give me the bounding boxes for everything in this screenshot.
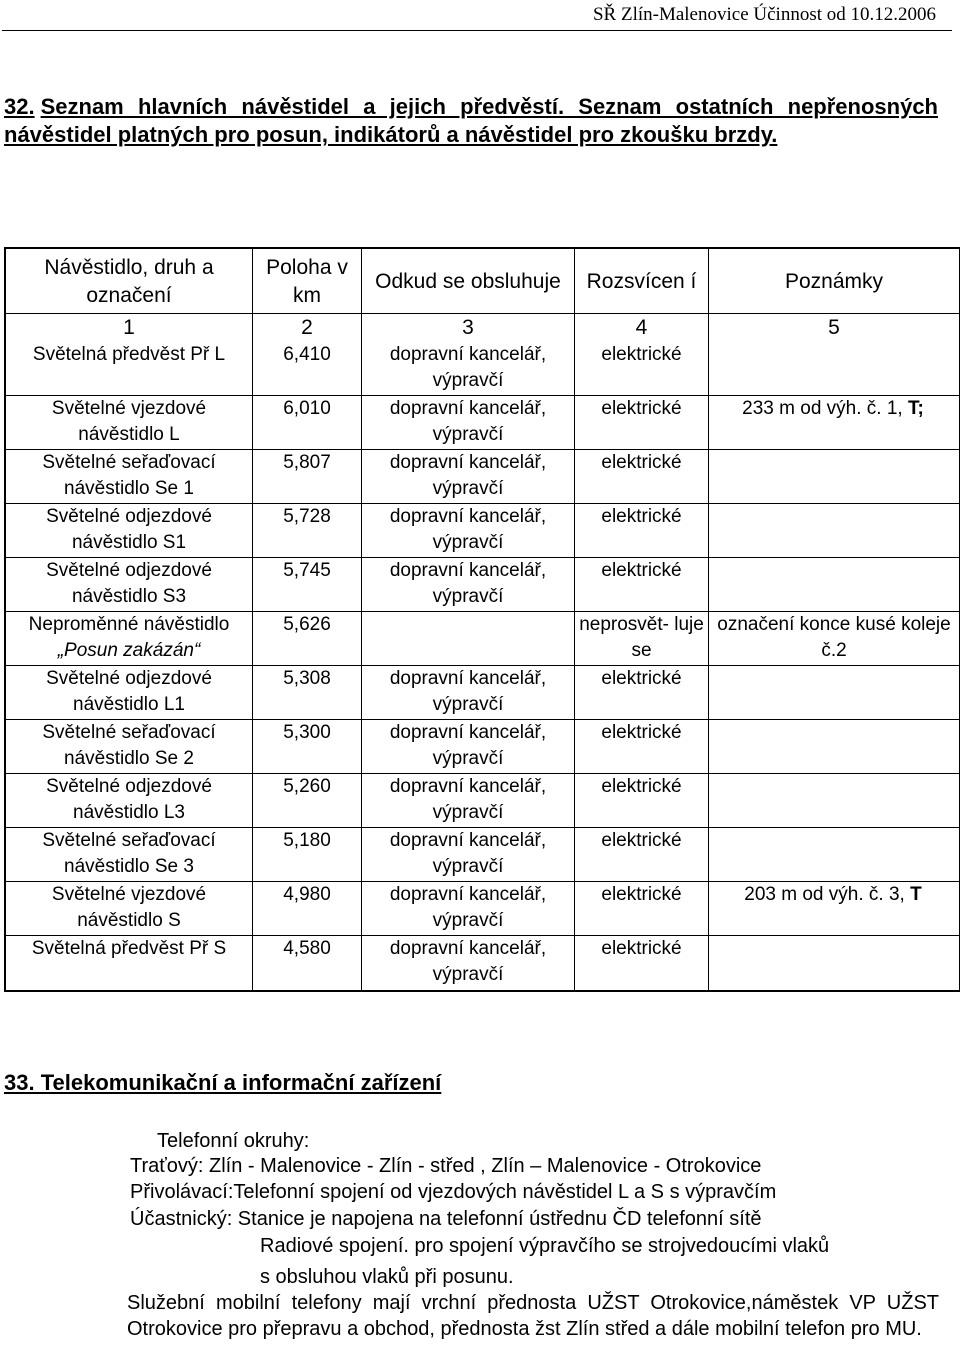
- note-text: 203 m od výh. č. 3,: [744, 884, 905, 905]
- mobile-phones-paragraph: Služební mobilní telefony mají vrchní přednosta UŽST Otrokovice,náměstek VP UŽST Otrokovice pro přepravu a obchod, přednosta žst Zlín střed a dále mobilní telefon pro MU.: [127, 1292, 939, 1340]
- signal-lighting: elektrické: [575, 828, 709, 882]
- signal-note: [709, 396, 959, 450]
- signal-name: [6, 612, 253, 666]
- signal-name: Světelné odjezdové návěstidlo S1: [6, 504, 253, 558]
- signal-note: [709, 342, 959, 396]
- signal-km: 4,580: [253, 936, 362, 990]
- section-32-title: [4, 93, 938, 149]
- signal-operated-from: dopravní kancelář, výpravčí: [362, 720, 575, 774]
- signal-name: Světelné seřaďovací návěstidlo Se 3: [6, 828, 253, 882]
- signal-operated-from: dopravní kancelář, výpravčí: [362, 882, 575, 936]
- signal-name: Světelné vjezdové návěstidlo L: [6, 396, 253, 450]
- signal-km: 5,308: [253, 666, 362, 720]
- signal-operated-from: dopravní kancelář, výpravčí: [362, 450, 575, 504]
- signal-note: [709, 774, 959, 828]
- note-bold-text: T: [910, 884, 922, 905]
- section-32-number: 32.: [4, 94, 35, 119]
- signal-name: Světelné odjezdové návěstidlo L1: [6, 666, 253, 720]
- signal-km: 5,300: [253, 720, 362, 774]
- table-number-row: [6, 314, 959, 342]
- signal-operated-from: dopravní kancelář, výpravčí: [362, 774, 575, 828]
- signal-name: Světelné odjezdové návěstidlo S3: [6, 558, 253, 612]
- header-note: Poznámky: [709, 249, 959, 314]
- signal-note: [709, 828, 959, 882]
- signal-lighting: elektrické: [575, 774, 709, 828]
- signal-km: 5,745: [253, 558, 362, 612]
- note-text: 233 m od výh. č. 1,: [742, 398, 903, 419]
- signal-note: [709, 882, 959, 936]
- signal-operated-from: dopravní kancelář, výpravčí: [362, 342, 575, 396]
- signal-km: 5,260: [253, 774, 362, 828]
- header-from: Odkud se obsluhuje: [362, 249, 575, 314]
- header-signal: Návěstidlo, druh a označení: [6, 249, 253, 314]
- signal-operated-from: dopravní kancelář, výpravčí: [362, 666, 575, 720]
- signal-operated-from: dopravní kancelář, výpravčí: [362, 504, 575, 558]
- signal-lighting: elektrické: [575, 666, 709, 720]
- signal-lighting: elektrické: [575, 504, 709, 558]
- signal-lighting: elektrické: [575, 936, 709, 990]
- signal-name: Světelné vjezdové návěstidlo S: [6, 882, 253, 936]
- table-row: [6, 558, 959, 612]
- table-row: [6, 612, 959, 666]
- signal-operated-from: dopravní kancelář, výpravčí: [362, 936, 575, 990]
- signal-km: 5,728: [253, 504, 362, 558]
- signal-note: označení konce kusé koleje č.2: [709, 612, 959, 666]
- signal-lighting: elektrické: [575, 342, 709, 396]
- section-33-title: 33. Telekomunikační a informační zařízení: [4, 1070, 442, 1095]
- table-row: [6, 936, 959, 990]
- phone-circuits-label: Telefonní okruhy:: [157, 1130, 310, 1152]
- signal-note: [709, 450, 959, 504]
- signal-km: 5,626: [253, 612, 362, 666]
- call-circuit: Přivolávací:Telefonní spojení od vjezdových návěstidel L a S s výpravčím: [130, 1181, 777, 1203]
- note-bold-text: T;: [907, 398, 924, 419]
- table-row: [6, 396, 959, 450]
- line-circuit: Traťový: Zlín - Malenovice - Zlín - střed , Zlín – Malenovice - Otrokovice: [130, 1155, 762, 1177]
- table-row: [6, 342, 959, 396]
- signal-operated-from: dopravní kancelář, výpravčí: [362, 558, 575, 612]
- table-header-row: [6, 249, 959, 314]
- table-row: [6, 774, 959, 828]
- signal-lighting: elektrické: [575, 558, 709, 612]
- table-row: [6, 720, 959, 774]
- signal-note: [709, 720, 959, 774]
- signal-note: [709, 936, 959, 990]
- table-row: [6, 828, 959, 882]
- signal-lighting: elektrické: [575, 396, 709, 450]
- page-header: SŘ Zlín-Malenovice Účinnost od 10.12.2006: [592, 4, 936, 25]
- subscriber-circuit: Účastnický: Stanice je napojena na telefonní ústřednu ČD telefonní sítě: [130, 1208, 762, 1230]
- table-row: [6, 882, 959, 936]
- signal-name-extra: „Posun zakázán“: [57, 640, 201, 661]
- signal-name: Světelné seřaďovací návěstidlo Se 1: [6, 450, 253, 504]
- header-number: 4: [575, 314, 709, 342]
- signal-lighting: elektrické: [575, 450, 709, 504]
- signal-name-main: Neproměnné návěstidlo: [28, 614, 230, 635]
- radio-connection: Radiové spojení. pro spojení výpravčího se strojvedoucími vlaků: [260, 1235, 830, 1257]
- signal-km: 4,980: [253, 882, 362, 936]
- header-number: 2: [253, 314, 362, 342]
- header-km: Poloha v km: [253, 249, 362, 314]
- signal-km: 5,807: [253, 450, 362, 504]
- signal-km: 5,180: [253, 828, 362, 882]
- signal-km: 6,410: [253, 342, 362, 396]
- signal-name: Světelná předvěst Př S: [6, 936, 253, 990]
- signal-note: [709, 666, 959, 720]
- shunting-connection: s obsluhou vlaků při posunu.: [260, 1266, 514, 1288]
- header-divider: [2, 30, 952, 31]
- signal-name: Světelné seřaďovací návěstidlo Se 2: [6, 720, 253, 774]
- signal-name: Světelná předvěst Př L: [6, 342, 253, 396]
- signal-operated-from: dopravní kancelář, výpravčí: [362, 828, 575, 882]
- table-row: [6, 504, 959, 558]
- header-number: 5: [828, 316, 840, 339]
- signal-note: [709, 558, 959, 612]
- table-row: [6, 666, 959, 720]
- signal-name: Světelné odjezdové návěstidlo L3: [6, 774, 253, 828]
- signal-lighting: neprosvět- luje se: [575, 612, 709, 666]
- signal-lighting: elektrické: [575, 882, 709, 936]
- signal-note: [709, 504, 959, 558]
- signals-table: [4, 247, 960, 992]
- signal-operated-from: dopravní kancelář, výpravčí: [362, 396, 575, 450]
- table-row: [6, 450, 959, 504]
- signal-lighting: elektrické: [575, 720, 709, 774]
- header-number: 3: [362, 314, 575, 342]
- signal-km: 6,010: [253, 396, 362, 450]
- header-light: Rozsvícen í: [575, 249, 709, 314]
- signal-operated-from: [362, 612, 575, 666]
- header-number: 1: [6, 314, 253, 342]
- section-32-heading: Seznam hlavních návěstidel a jejich předvěstí. Seznam ostatních nepřenosných návěstidel platných pro posun, indikátorů a návěstidel pro zkoušku brzdy.: [4, 94, 938, 147]
